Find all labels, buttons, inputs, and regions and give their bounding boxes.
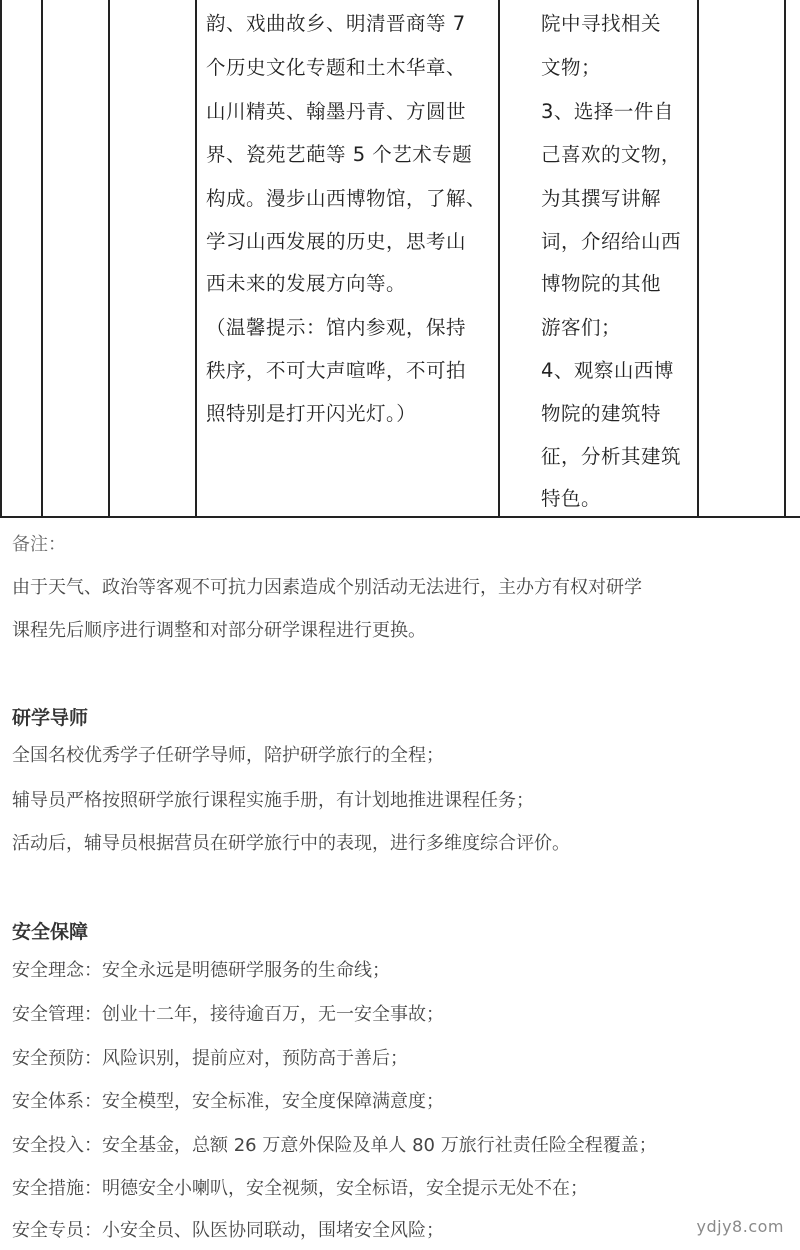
safety-line: 安全预防：风险识别，提前应对，预防高于善后；: [12, 1048, 408, 1069]
content-line: 西未来的发展方向等。: [206, 272, 407, 295]
safety-line: 安全专员：小安全员、队医协同联动，围堵安全风险；: [12, 1220, 444, 1241]
remarks-line: 由于天气、政治等客观不可抗力因素造成个别活动无法进行，主办方有权对研学: [12, 577, 642, 598]
safety-line: 安全体系：安全模型，安全标准，安全度保障满意度；: [12, 1091, 444, 1112]
table-column-divider: [697, 0, 699, 518]
tutors-line: 全国名校优秀学子任研学导师，陪护研学旅行的全程；: [12, 745, 444, 766]
task-line: 物院的建筑特: [541, 402, 662, 425]
table-column-divider: [498, 0, 500, 518]
safety-line: 安全管理：创业十二年，接待逾百万，无一安全事故；: [12, 1004, 444, 1025]
content-line: 照特别是打开闪光灯。）: [206, 402, 417, 425]
remarks-label: 备注：: [12, 534, 66, 555]
task-line: 征，分析其建筑: [541, 445, 682, 468]
safety-heading: 安全保障: [12, 921, 89, 943]
table-column-divider: [108, 0, 110, 518]
content-line: 界、瓷苑艺葩等 5 个艺术专题: [206, 143, 473, 166]
table-column-divider: [41, 0, 43, 518]
safety-line: 安全投入：安全基金，总额 26 万意外保险及单人 80 万旅行社责任险全程覆盖；: [12, 1135, 657, 1156]
table-border-bottom: [0, 516, 800, 518]
tutors-heading: 研学导师: [12, 707, 89, 729]
task-line: 3、选择一件自: [541, 100, 674, 123]
safety-line: 安全措施：明德安全小喇叭，安全视频，安全标语，安全提示无处不在；: [12, 1178, 588, 1199]
table-border-left: [0, 0, 2, 518]
table-border-right: [784, 0, 786, 518]
tutors-line: 活动后，辅导员根据营员在研学旅行中的表现，进行多维度综合评价。: [12, 833, 570, 854]
table-column-divider: [195, 0, 197, 518]
tutors-line: 辅导员严格按照研学旅行课程实施手册，有计划地推进课程任务；: [12, 790, 534, 811]
content-line: 构成。漫步山西博物馆，了解、: [206, 187, 487, 210]
content-line: （温馨提示：馆内参观，保持: [206, 316, 467, 339]
task-line: 游客们；: [541, 316, 622, 339]
task-line: 特色。: [541, 487, 602, 510]
task-line: 院中寻找相关: [541, 12, 662, 35]
task-line: 词，介绍给山西: [541, 230, 682, 253]
remarks-line: 课程先后顺序进行调整和对部分研学课程进行更换。: [12, 620, 426, 641]
content-line: 学习山西发展的历史，思考山: [206, 230, 467, 253]
content-line: 秩序，不可大声喧哗，不可拍: [206, 359, 467, 382]
content-line: 个历史文化专题和土木华章、: [206, 56, 467, 79]
itinerary-table-fragment: [0, 0, 800, 518]
content-line: 韵、戏曲故乡、明清晋商等 7: [206, 12, 466, 35]
content-line: 山川精英、翰墨丹青、方圆世: [206, 100, 467, 123]
task-line: 己喜欢的文物，: [541, 143, 682, 166]
task-line: 为其撰写讲解: [541, 187, 662, 210]
task-line: 4、观察山西博: [541, 359, 674, 382]
safety-line: 安全理念：安全永远是明德研学服务的生命线；: [12, 960, 390, 981]
task-line: 文物；: [541, 56, 602, 79]
task-line: 博物院的其他: [541, 272, 662, 295]
site-watermark: ydjy8.com: [696, 1217, 784, 1236]
